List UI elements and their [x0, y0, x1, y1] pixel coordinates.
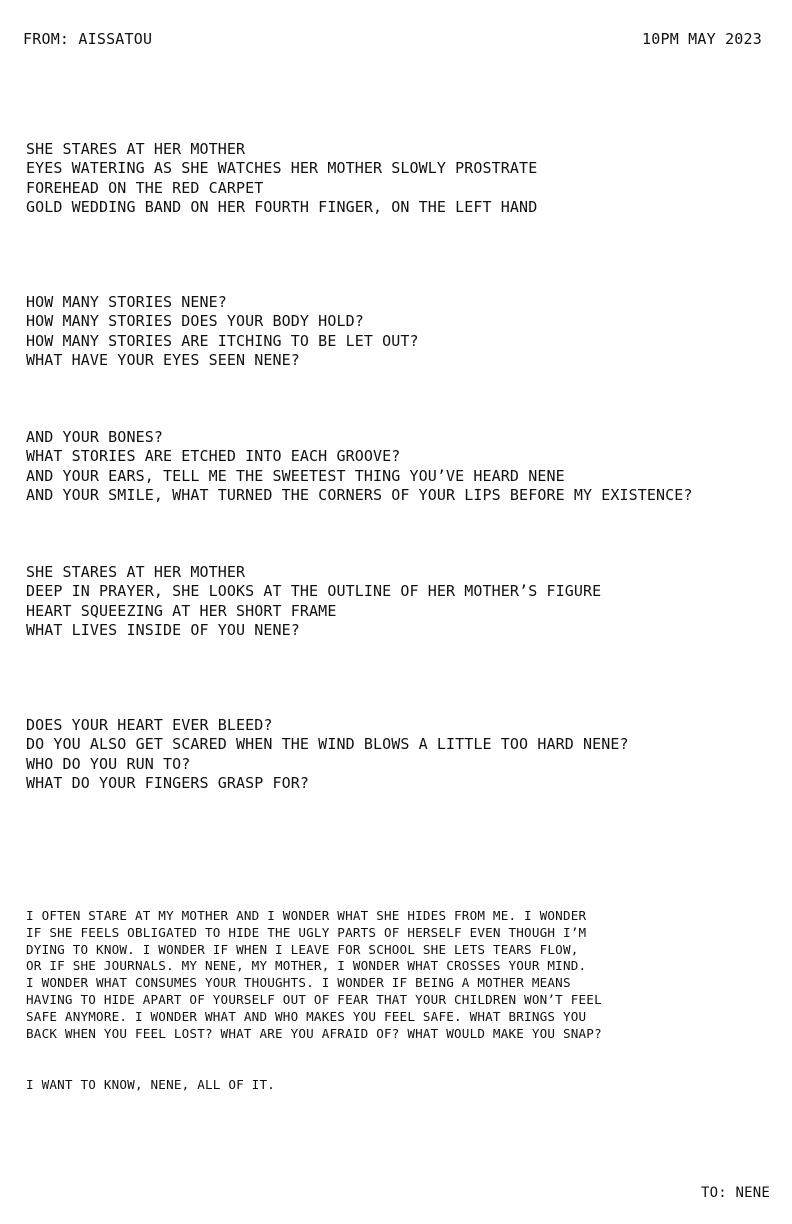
stanza-line: AND YOUR EARS, TELL ME THE SWEETEST THING YOU’VE HEARD NENE: [26, 466, 565, 485]
stanza-line: SHE STARES AT HER MOTHER: [26, 140, 246, 158]
closing-line: I WANT TO KNOW, NENE, ALL OF IT.: [26, 1077, 276, 1092]
stanza-line: DEEP IN PRAYER, SHE LOOKS AT THE OUTLINE OF HER MOTHER’S FIGURE: [26, 582, 602, 601]
prose-line: I WONDER WHAT CONSUMES YOUR THOUGHTS. I WONDER IF BEING A MOTHER MEANS: [26, 975, 571, 991]
prose-line: OR IF SHE JOURNALS. MY NENE, MY MOTHER, I WONDER WHAT CROSSES YOUR MIND.: [26, 958, 587, 974]
prose-line: SAFE ANYMORE. I WONDER WHAT AND WHO MAKES YOU FEEL SAFE. WHAT BRINGS YOU: [26, 1008, 587, 1024]
stanza-line: AND YOUR BONES?: [26, 428, 163, 446]
stanza-1: [26, 140, 537, 218]
stanza-line: FOREHEAD ON THE RED CARPET: [26, 178, 264, 197]
stanza-line: HEART SQUEEZING AT HER SHORT FRAME: [26, 601, 337, 620]
stanza-line: WHAT STORIES ARE ETCHED INTO EACH GROOVE?: [26, 447, 401, 466]
stanza-4: [26, 563, 601, 641]
stanza-line: DOES YOUR HEART EVER BLEED?: [26, 716, 273, 734]
stanza-line: WHO DO YOU RUN TO?: [26, 754, 191, 773]
stanza-line: DO YOU ALSO GET SCARED WHEN THE WIND BLOWS A LITTLE TOO HARD NENE?: [26, 735, 629, 754]
prose-line: IF SHE FEELS OBLIGATED TO HIDE THE UGLY PARTS OF HERSELF EVEN THOUGH I’M: [26, 924, 587, 940]
stanza-2: [26, 293, 419, 371]
stanza-line: HOW MANY STORIES DOES YOUR BODY HOLD?: [26, 312, 364, 331]
stanza-line: GOLD WEDDING BAND ON HER FOURTH FINGER, ON THE LEFT HAND: [26, 198, 538, 217]
prose-paragraph: [26, 908, 602, 1042]
prose-line: DYING TO KNOW. I WONDER IF WHEN I LEAVE FOR SCHOOL SHE LETS TEARS FLOW,: [26, 941, 579, 957]
stanza-5: [26, 716, 629, 794]
stanza-line: AND YOUR SMILE, WHAT TURNED THE CORNERS OF YOUR LIPS BEFORE MY EXISTENCE?: [26, 486, 693, 505]
stanza-line: WHAT LIVES INSIDE OF YOU NENE?: [26, 621, 300, 640]
stanza-line: SHE STARES AT HER MOTHER: [26, 563, 246, 581]
recipient-label: TO: NENE: [700, 1185, 770, 1201]
stanza-line: EYES WATERING AS SHE WATCHES HER MOTHER SLOWLY PROSTRATE: [26, 159, 538, 178]
stanza-line: HOW MANY STORIES NENE?: [26, 293, 227, 311]
stanza-3: [26, 428, 693, 506]
date-label: 10PM MAY 2023: [642, 30, 762, 48]
prose-line: I OFTEN STARE AT MY MOTHER AND I WONDER WHAT SHE HIDES FROM ME. I WONDER: [26, 908, 587, 923]
sender-label: FROM: AISSATOU: [23, 30, 153, 48]
prose-line: BACK WHEN YOU FEEL LOST? WHAT ARE YOU AFRAID OF? WHAT WOULD MAKE YOU SNAP?: [26, 1025, 602, 1041]
stanza-line: HOW MANY STORIES ARE ITCHING TO BE LET OUT?: [26, 331, 419, 350]
stanza-line: WHAT DO YOUR FINGERS GRASP FOR?: [26, 774, 310, 793]
stanza-line: WHAT HAVE YOUR EYES SEEN NENE?: [26, 351, 300, 370]
prose-line: HAVING TO HIDE APART OF YOURSELF OUT OF FEAR THAT YOUR CHILDREN WON’T FEEL: [26, 991, 602, 1007]
